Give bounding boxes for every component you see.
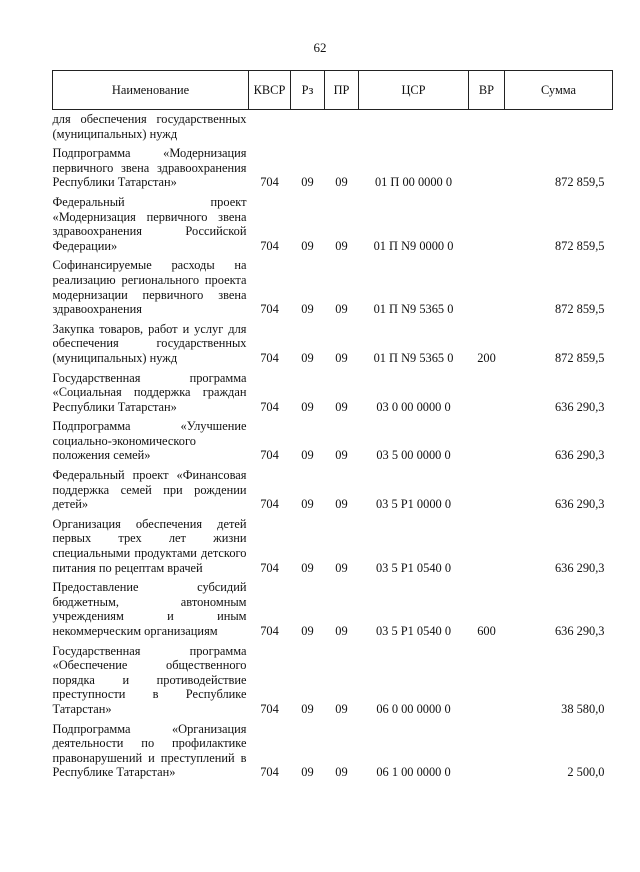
row-sum: 2 500,0 bbox=[567, 765, 605, 780]
table-row bbox=[53, 320, 613, 369]
row-sum: 38 580,0 bbox=[561, 701, 605, 716]
table-row bbox=[53, 193, 613, 256]
row-pr bbox=[325, 110, 359, 145]
table-row bbox=[53, 144, 613, 193]
row-pr: 09 bbox=[335, 701, 348, 716]
row-rz: 09 bbox=[301, 497, 314, 512]
row-csr: 03 5 P1 0540 0 bbox=[375, 624, 452, 638]
row-sum: 872 859,5 bbox=[554, 238, 605, 253]
row-csr: 03 5 P1 0000 0 bbox=[375, 497, 452, 512]
row-name: Организация обеспечения детей первых трех лет жизни специальными продуктами детского питания по рецептам врачей bbox=[52, 516, 247, 575]
table-row bbox=[53, 369, 613, 418]
row-kvsr: 704 bbox=[260, 350, 279, 365]
row-rz: 09 bbox=[301, 560, 314, 575]
table-row bbox=[53, 417, 613, 466]
row-csr: 03 0 00 0000 0 bbox=[376, 399, 451, 414]
row-csr: 06 1 00 0000 0 bbox=[376, 765, 451, 780]
table-row bbox=[53, 110, 613, 145]
row-rz: 09 bbox=[301, 302, 314, 317]
row-pr: 09 bbox=[335, 765, 348, 780]
row-rz: 09 bbox=[301, 399, 314, 414]
row-vr bbox=[469, 720, 505, 783]
row-name: Подпрограмма «Улучшение социально-экономического положения семей» bbox=[52, 419, 247, 463]
row-sum: 636 290,3 bbox=[554, 497, 605, 512]
row-name: Федеральный проект «Финансовая поддержка семей при рождении детей» bbox=[52, 468, 247, 512]
row-name: для обеспечения государственных (муниципальных) нужд bbox=[52, 112, 247, 141]
header-sum: Сумма bbox=[505, 71, 613, 110]
table-row bbox=[53, 466, 613, 515]
row-name: Закупка товаров, работ и услуг для обеспечения государственных (муниципальных) нужд bbox=[52, 321, 247, 365]
row-pr: 09 bbox=[335, 497, 348, 512]
row-vr bbox=[469, 193, 505, 256]
row-kvsr: 704 bbox=[260, 624, 279, 638]
table-row bbox=[53, 256, 613, 319]
row-sum: 872 859,5 bbox=[554, 175, 605, 190]
row-pr: 09 bbox=[335, 175, 348, 190]
row-rz: 09 bbox=[301, 701, 314, 716]
budget-table bbox=[52, 70, 613, 783]
row-kvsr: 704 bbox=[260, 238, 279, 253]
row-rz: 09 bbox=[301, 624, 314, 638]
row-rz: 09 bbox=[301, 238, 314, 253]
header-csr: ЦСР bbox=[359, 71, 469, 110]
row-vr bbox=[469, 144, 505, 193]
row-sum: 872 859,5 bbox=[554, 350, 605, 365]
row-pr: 09 bbox=[335, 448, 348, 463]
row-vr bbox=[469, 466, 505, 515]
row-csr: 01 П 00 0000 0 bbox=[374, 175, 453, 190]
table-header bbox=[53, 71, 613, 110]
row-sum: 636 290,3 bbox=[554, 624, 605, 638]
row-csr: 03 5 P1 0540 0 bbox=[375, 560, 452, 575]
row-vr bbox=[469, 256, 505, 319]
row-name: Подпрограмма «Модернизация первичного звена здравоохранения Республики Татарстан» bbox=[52, 146, 247, 190]
row-vr bbox=[469, 110, 505, 145]
header-pr: ПР bbox=[325, 71, 359, 110]
table-row bbox=[53, 515, 613, 578]
row-sum bbox=[505, 110, 613, 145]
row-rz: 09 bbox=[301, 175, 314, 190]
row-rz: 09 bbox=[301, 765, 314, 780]
row-name: Государственная программа «Обеспечение общественного порядка и противодействие преступности в Республике Татарстан» bbox=[52, 643, 247, 716]
row-csr: 01 П N9 0000 0 bbox=[373, 238, 454, 253]
header-vr: ВР bbox=[469, 71, 505, 110]
row-csr: 03 5 00 0000 0 bbox=[376, 448, 451, 463]
row-kvsr: 704 bbox=[260, 302, 279, 317]
row-sum: 636 290,3 bbox=[554, 560, 605, 575]
row-name: Федеральный проект «Модернизация первичного звена здравоохранения Российской Федерации» bbox=[52, 194, 247, 253]
row-vr bbox=[469, 369, 505, 418]
row-kvsr: 704 bbox=[260, 175, 279, 190]
row-sum: 872 859,5 bbox=[554, 302, 605, 317]
page-number: 62 bbox=[313, 40, 327, 55]
row-name: Предоставление субсидий бюджетным, автономным учреждениям и иным некоммерческим организациям bbox=[52, 580, 247, 638]
row-kvsr: 704 bbox=[260, 560, 279, 575]
row-name: Софинансируемые расходы на реализацию регионального проекта модернизации первичного звена здравоохранения bbox=[52, 258, 247, 317]
row-kvsr: 704 bbox=[260, 448, 279, 463]
header-rz: Рз bbox=[291, 71, 325, 110]
row-pr: 09 bbox=[335, 302, 348, 317]
row-name: Подпрограмма «Организация деятельности по профилактике правонарушений и преступлений в Республике Татарстан» bbox=[52, 721, 247, 780]
row-sum: 636 290,3 bbox=[554, 448, 605, 463]
row-pr: 09 bbox=[335, 399, 348, 414]
row-kvsr: 704 bbox=[260, 765, 279, 780]
row-name: Государственная программа «Социальная поддержка граждан Республики Татарстан» bbox=[52, 370, 247, 414]
table-row bbox=[53, 642, 613, 720]
row-vr bbox=[469, 642, 505, 720]
row-rz: 09 bbox=[301, 350, 314, 365]
row-csr: 06 0 00 0000 0 bbox=[376, 701, 451, 716]
row-vr bbox=[469, 515, 505, 578]
row-kvsr: 704 bbox=[260, 399, 279, 414]
row-csr: 01 П N9 5365 0 bbox=[373, 302, 454, 317]
row-vr: 200 bbox=[477, 350, 496, 365]
row-pr: 09 bbox=[335, 624, 348, 638]
row-kvsr: 704 bbox=[260, 497, 279, 512]
header-name: Наименование bbox=[53, 71, 249, 110]
row-sum: 636 290,3 bbox=[554, 399, 605, 414]
row-kvsr: 704 bbox=[260, 701, 279, 716]
header-kvsr: КВСР bbox=[249, 71, 291, 110]
row-pr: 09 bbox=[335, 238, 348, 253]
row-vr bbox=[469, 417, 505, 466]
row-rz: 09 bbox=[301, 448, 314, 463]
row-csr: 01 П N9 5365 0 bbox=[373, 350, 454, 365]
row-pr: 09 bbox=[335, 560, 348, 575]
table-body bbox=[53, 110, 613, 783]
table-row bbox=[53, 720, 613, 783]
table-row bbox=[53, 578, 613, 641]
row-rz bbox=[291, 110, 325, 145]
row-kvsr bbox=[249, 110, 291, 145]
row-csr bbox=[359, 110, 469, 145]
row-vr: 600 bbox=[477, 624, 496, 638]
row-pr: 09 bbox=[335, 350, 348, 365]
